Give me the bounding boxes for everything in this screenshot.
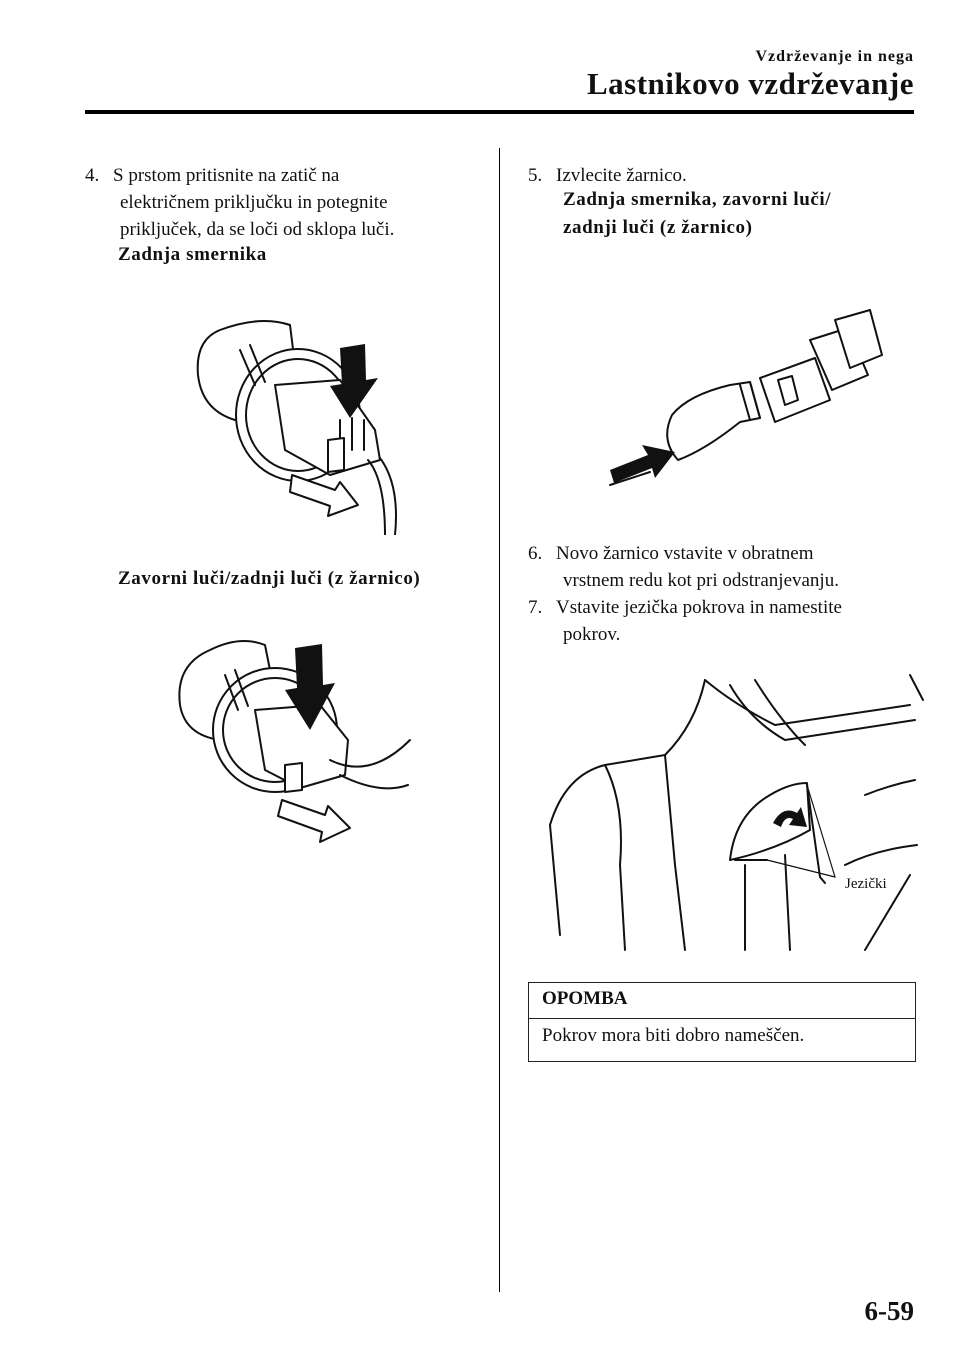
page-title: Lastnikovo vzdrževanje <box>586 66 914 101</box>
step-number: 7. <box>528 597 543 618</box>
page-number: 6-59 <box>864 1296 914 1326</box>
cover-installation-illustration <box>545 665 925 955</box>
step-number: 6. <box>528 543 543 564</box>
note-text: Pokrov mora biti dobro nameščen. <box>542 1025 805 1046</box>
turn-signal-socket-illustration <box>180 310 420 535</box>
step-text-line: priključek, da se loči od sklopa luči. <box>120 219 395 240</box>
step-text-line: S prstom pritisnite na zatič na <box>113 165 340 186</box>
bulb-removal-illustration <box>600 300 890 500</box>
step-number: 5. <box>528 165 543 186</box>
caption-bulb-removal-line1: Zadnja smernika, zavorni luči/ <box>563 189 832 210</box>
step-number: 4. <box>85 165 100 186</box>
caption-bulb-removal-line2: zadnji luči (z žarnico) <box>563 217 753 238</box>
step-text-line: Vstavite jezička pokrova in namestite <box>556 597 842 618</box>
step-5 <box>528 162 928 189</box>
column-divider <box>499 148 500 1292</box>
callout-tabs-label: Jezički <box>845 876 887 892</box>
header-rule <box>85 110 914 114</box>
step-text-line: Izvlecite žarnico. <box>556 165 687 186</box>
step-text-line: električnem priključku in potegnite <box>120 192 388 213</box>
step-text-line: vrstnem redu kot pri odstranjevanju. <box>563 570 839 591</box>
caption-turn-signal: Zadnja smernika <box>118 244 267 265</box>
brake-light-socket-illustration <box>170 630 420 860</box>
step-text-line: pokrov. <box>563 624 621 645</box>
step-7 <box>528 594 948 648</box>
note-title: OPOMBA <box>529 983 915 1019</box>
note-box <box>528 982 916 1062</box>
step-text-line: Novo žarnico vstavite v obratnem <box>556 543 814 564</box>
step-6 <box>528 540 948 594</box>
caption-brake-light: Zavorni luči/zadnji luči (z žarnico) <box>118 568 421 589</box>
section-subtitle: Vzdrževanje in nega <box>755 48 914 65</box>
step-4 <box>85 162 485 243</box>
